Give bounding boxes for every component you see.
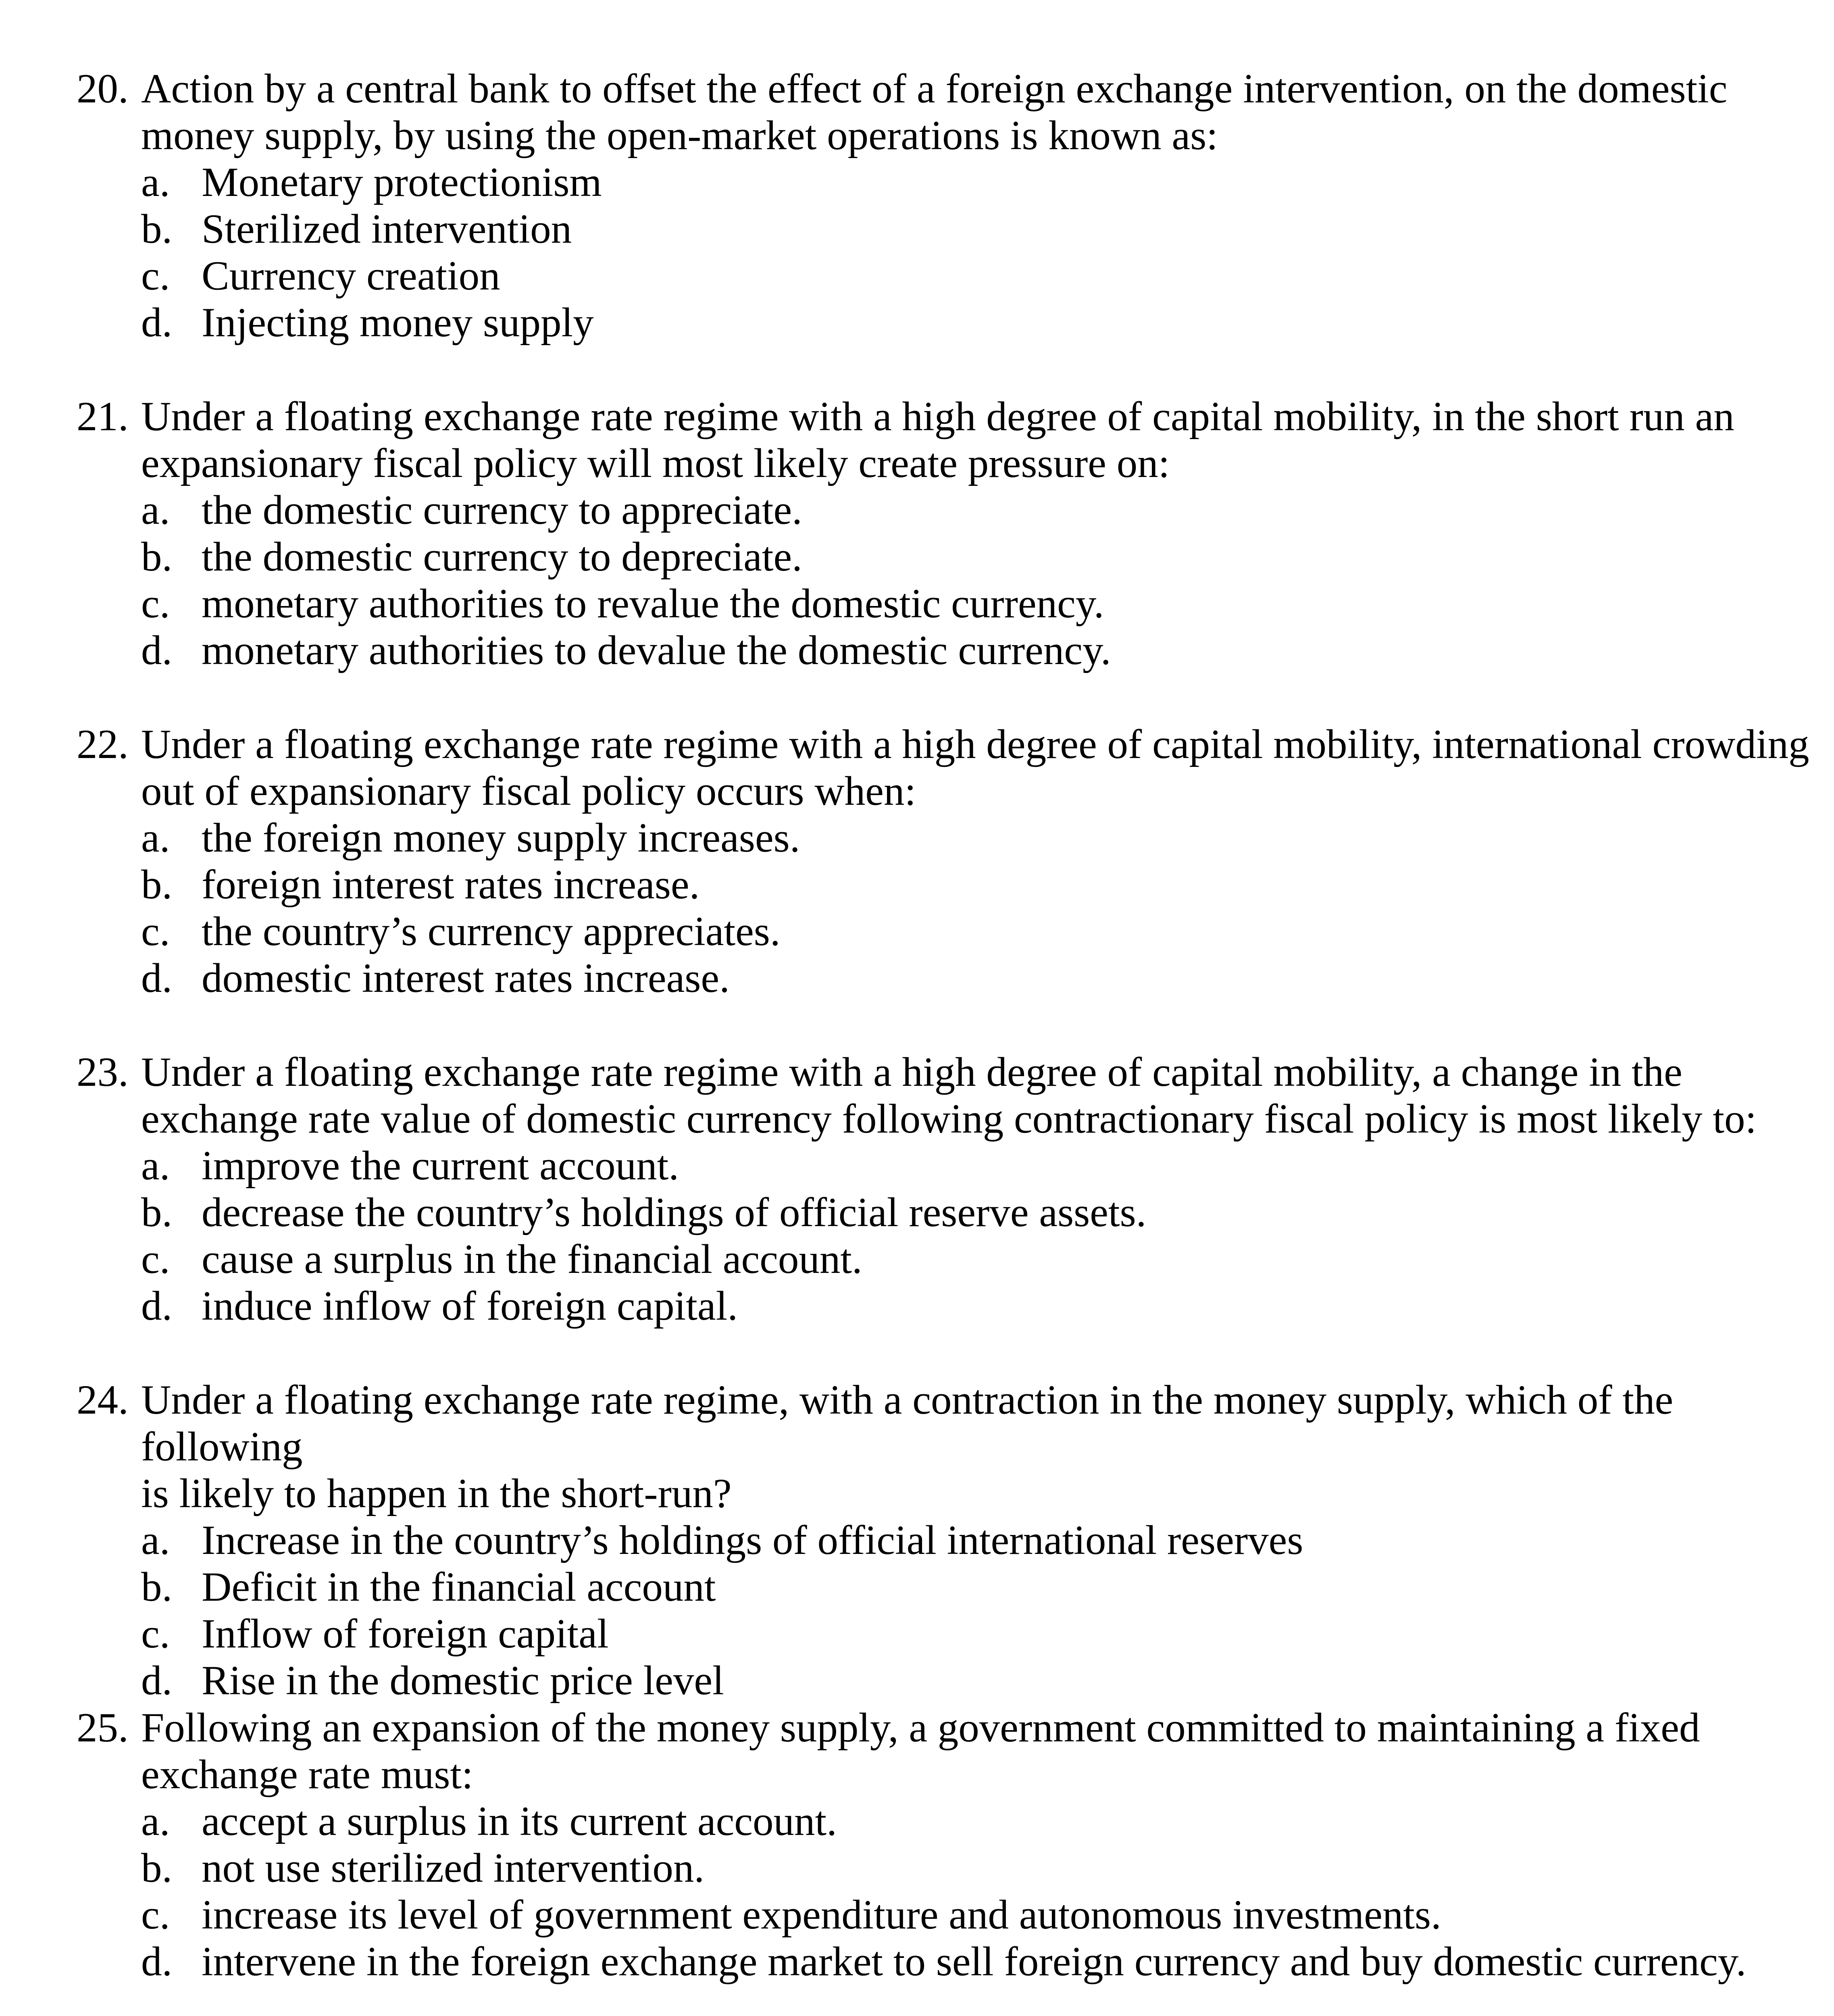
option-text: monetary authorities to devalue the domestic currency. [202,627,1111,673]
option-text: Sterilized intervention [202,206,572,252]
answer-options [77,1142,1818,1329]
option-b [77,533,1818,580]
option-d [77,627,1818,674]
option-text: the country’s currency appreciates. [202,908,781,954]
question-20 [77,65,1818,346]
option-text: Inflow of foreign capital [202,1611,609,1657]
option-c [77,580,1818,627]
option-d [77,299,1818,346]
option-letter: b. [141,862,173,908]
option-text: Injecting money supply [202,300,594,346]
option-letter: a. [141,487,170,533]
option-d [77,955,1818,1002]
option-letter: c. [141,581,170,627]
answer-options [77,1517,1818,1704]
option-text: domestic interest rates increase. [202,955,730,1001]
option-text: the domestic currency to depreciate. [202,534,802,580]
option-letter: b. [141,206,173,252]
option-c [77,1610,1818,1657]
option-letter: b. [141,534,173,580]
option-text: monetary authorities to revalue the domestic currency. [202,581,1104,627]
option-text: Monetary protectionism [202,159,602,205]
question-number: 24. [77,1377,129,1423]
option-letter: b. [141,1189,173,1235]
option-c [77,1891,1818,1938]
question-stem [77,65,1818,159]
question-text: Following an expansion of the money supply, a government committed to maintaining a fixed exchange rate must: [141,1705,1700,1797]
option-letter: d. [141,955,173,1001]
option-c [77,1236,1818,1283]
option-text: Deficit in the financial account [202,1564,716,1610]
option-a [77,814,1818,861]
option-letter: c. [141,253,170,299]
option-text: improve the current account. [202,1143,679,1189]
option-a [77,1517,1818,1564]
question-text: Under a floating exchange rate regime with a high degree of capital mobility, in the short run an expansionary fiscal policy will most likely create pressure on: [141,394,1734,486]
question-number: 20. [77,66,129,112]
option-a [77,159,1818,206]
question-stem [77,1049,1818,1142]
question-stem [77,721,1818,814]
option-text: accept a surplus in its current account. [202,1798,837,1844]
option-c [77,908,1818,955]
option-text: foreign interest rates increase. [202,862,700,908]
option-letter: d. [141,300,173,346]
option-letter: b. [141,1564,173,1610]
option-c [77,252,1818,299]
question-25 [77,1704,1818,1985]
option-a [77,1798,1818,1845]
question-stem [77,1704,1818,1798]
option-text: the foreign money supply increases. [202,815,800,861]
option-b [77,1845,1818,1891]
question-text: Under a floating exchange rate regime, with a contraction in the money supply, which of the following is likely to happen in the short-run? [141,1377,1674,1516]
option-text: increase its level of government expenditure and autonomous investments. [202,1892,1441,1938]
option-a [77,487,1818,533]
option-letter: a. [141,1798,170,1844]
question-stem [77,393,1818,487]
option-b [77,861,1818,908]
option-letter: c. [141,1611,170,1657]
answer-options [77,487,1818,674]
question-text: Under a floating exchange rate regime with a high degree of capital mobility, international crowding out of expansionary fiscal policy occurs when: [141,721,1809,814]
option-a [77,1142,1818,1189]
option-b [77,1564,1818,1610]
question-number: 22. [77,721,129,767]
option-letter: d. [141,1658,173,1704]
question-23 [77,1049,1818,1329]
option-letter: d. [141,627,173,673]
question-21 [77,393,1818,674]
option-letter: c. [141,908,170,954]
question-text: Action by a central bank to offset the effect of a foreign exchange intervention, on the domestic money supply, by using the open-market operations is known as: [141,66,1728,158]
answer-options [77,1798,1818,1985]
option-letter: c. [141,1892,170,1938]
question-24 [77,1377,1818,1704]
option-text: intervene in the foreign exchange market to sell foreign currency and buy domestic currency. [202,1939,1747,1985]
option-letter: a. [141,1517,170,1563]
option-d [77,1657,1818,1704]
answer-options [77,159,1818,346]
option-text: the domestic currency to appreciate. [202,487,802,533]
option-text: not use sterilized intervention. [202,1845,705,1891]
option-letter: d. [141,1939,173,1985]
option-text: cause a surplus in the financial account. [202,1236,862,1282]
answer-options [77,814,1818,1002]
option-letter: d. [141,1283,173,1329]
option-d [77,1283,1818,1329]
question-number: 23. [77,1049,129,1095]
option-letter: b. [141,1845,173,1891]
option-letter: a. [141,159,170,205]
option-letter: c. [141,1236,170,1282]
question-stem [77,1377,1818,1517]
question-text: Under a floating exchange rate regime with a high degree of capital mobility, a change in the exchange rate value of domestic currency following contractionary fiscal policy is most likely to: [141,1049,1757,1142]
question-number: 25. [77,1705,129,1751]
option-text: induce inflow of foreign capital. [202,1283,738,1329]
question-22 [77,721,1818,1002]
option-text: Increase in the country’s holdings of official international reserves [202,1517,1303,1563]
option-text: decrease the country’s holdings of official reserve assets. [202,1189,1147,1235]
option-b [77,206,1818,252]
option-letter: a. [141,1143,170,1189]
option-b [77,1189,1818,1236]
option-text: Currency creation [202,253,500,299]
option-d [77,1938,1818,1985]
option-letter: a. [141,815,170,861]
question-number: 21. [77,394,129,439]
option-text: Rise in the domestic price level [202,1658,724,1704]
